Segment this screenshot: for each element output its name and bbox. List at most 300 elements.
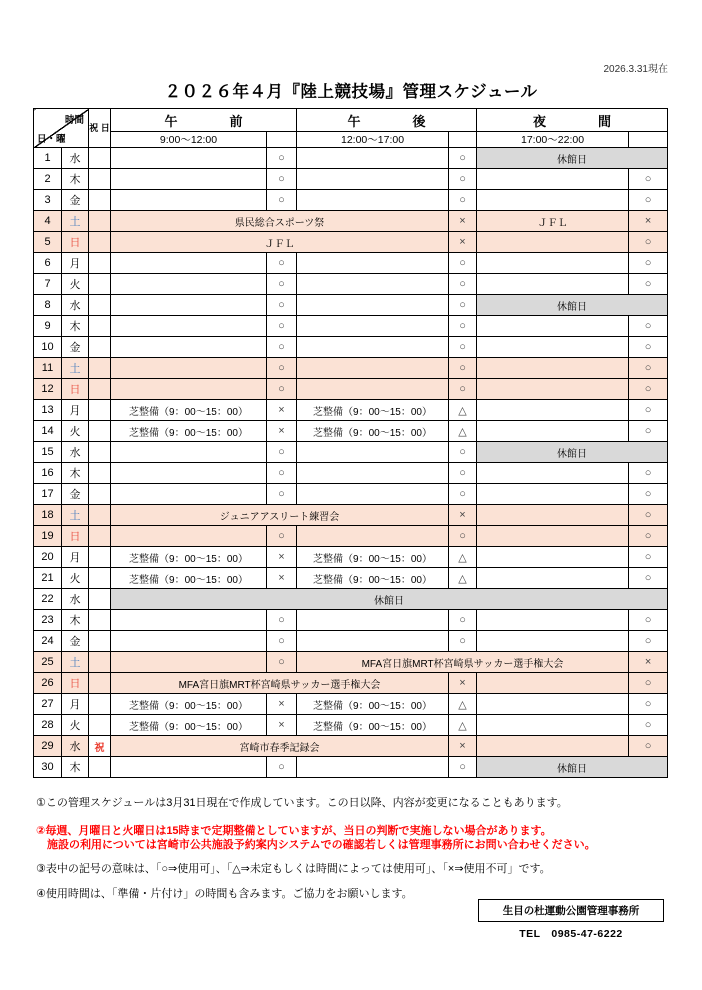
holiday-flag [89, 253, 111, 274]
availability-mark: ○ [629, 400, 668, 421]
schedule-cell: 芝整備（9：00～15：00） [297, 400, 449, 421]
availability-mark: ○ [449, 631, 477, 652]
table-row [34, 715, 668, 736]
schedule-cell: ジュニアアスリート練習会 [111, 505, 449, 526]
day-number: 17 [34, 484, 62, 505]
weekday: 月 [62, 400, 89, 421]
schedule-cell [297, 169, 449, 190]
day-number: 2 [34, 169, 62, 190]
schedule-cell: 芝整備（9：00～15：00） [111, 694, 267, 715]
availability-mark: ○ [449, 337, 477, 358]
table-row [34, 190, 668, 211]
schedule-cell [297, 526, 449, 547]
availability-mark: △ [449, 400, 477, 421]
holiday-flag [89, 505, 111, 526]
day-number: 11 [34, 358, 62, 379]
holiday-flag [89, 715, 111, 736]
schedule-cell [111, 484, 267, 505]
holiday-flag [89, 673, 111, 694]
availability-mark: ○ [629, 274, 668, 295]
availability-mark: ○ [629, 526, 668, 547]
availability-mark: ○ [267, 169, 297, 190]
availability-mark: × [449, 505, 477, 526]
day-number: 14 [34, 421, 62, 442]
availability-mark: ○ [629, 568, 668, 589]
weekday: 金 [62, 337, 89, 358]
availability-mark: ○ [267, 484, 297, 505]
notes-section [36, 797, 670, 902]
table-row [34, 274, 668, 295]
holiday-flag [89, 358, 111, 379]
table-row [34, 400, 668, 421]
schedule-cell [297, 757, 449, 778]
schedule-cell [111, 757, 267, 778]
table-row [34, 463, 668, 484]
schedule-cell [297, 631, 449, 652]
weekday: 木 [62, 316, 89, 337]
availability-mark: △ [449, 547, 477, 568]
availability-mark: ○ [267, 757, 297, 778]
schedule-cell [297, 337, 449, 358]
schedule-cell [477, 253, 629, 274]
page-title: ２０２６年４月『陸上競技場』管理スケジュール [164, 83, 538, 101]
day-number: 21 [34, 568, 62, 589]
weekday: 日 [62, 232, 89, 253]
schedule-cell [477, 316, 629, 337]
availability-mark: ○ [629, 715, 668, 736]
holiday-flag [89, 169, 111, 190]
availability-mark: ○ [267, 610, 297, 631]
table-row [34, 379, 668, 400]
holiday-flag [89, 211, 111, 232]
availability-mark: ○ [267, 274, 297, 295]
availability-mark: ○ [267, 148, 297, 169]
weekday: 月 [62, 547, 89, 568]
table-row [34, 169, 668, 190]
availability-mark: × [449, 211, 477, 232]
schedule-cell: 芝整備（9：00～15：00） [297, 715, 449, 736]
availability-mark: ○ [267, 463, 297, 484]
availability-mark: ○ [629, 190, 668, 211]
availability-mark: ○ [449, 610, 477, 631]
holiday-flag [89, 442, 111, 463]
availability-mark: × [267, 568, 297, 589]
availability-mark: ○ [449, 295, 477, 316]
availability-mark: ○ [629, 610, 668, 631]
schedule-cell [477, 694, 629, 715]
table-row [34, 442, 668, 463]
schedule-cell [477, 484, 629, 505]
availability-mark: ○ [449, 253, 477, 274]
closed-cell: 休館日 [477, 295, 668, 316]
schedule-cell: 芝整備（9：00～15：00） [111, 400, 267, 421]
note-4: ④使用時間は、「準備・片付け」の時間も含みます。ご協力をお願いします。 [36, 888, 413, 900]
holiday-flag [89, 148, 111, 169]
table-row [34, 757, 668, 778]
weekday: 木 [62, 463, 89, 484]
availability-mark: ○ [267, 526, 297, 547]
schedule-cell [297, 295, 449, 316]
availability-mark: ○ [267, 631, 297, 652]
office-name-box: 生目の杜運動公園管理事務所 [478, 899, 664, 922]
availability-mark: ○ [629, 379, 668, 400]
schedule-cell [111, 463, 267, 484]
schedule-cell [297, 190, 449, 211]
schedule-cell [477, 400, 629, 421]
holiday-flag: 祝 [89, 736, 111, 757]
schedule-cell: 芝整備（9：00～15：00） [111, 421, 267, 442]
schedule-cell [477, 463, 629, 484]
time-range-morning: 9:00～12:00 [111, 132, 267, 148]
weekday: 火 [62, 568, 89, 589]
schedule-cell [111, 169, 267, 190]
schedule-cell: 県民総合スポーツ祭 [111, 211, 449, 232]
section-header-night: 夜 間 [477, 109, 668, 132]
holiday-flag [89, 694, 111, 715]
availability-mark: × [267, 715, 297, 736]
schedule-cell: MFA宮日旗MRT杯宮崎県サッカー選手権大会 [297, 652, 629, 673]
holiday-flag [89, 547, 111, 568]
schedule-cell: ＪＦＬ [477, 211, 629, 232]
office-info [478, 899, 664, 941]
schedule-cell [111, 190, 267, 211]
corner-header [34, 109, 89, 148]
availability-mark: ○ [629, 736, 668, 757]
availability-mark: ○ [629, 547, 668, 568]
availability-mark: ○ [449, 379, 477, 400]
holiday-flag [89, 274, 111, 295]
schedule-cell [111, 526, 267, 547]
schedule-cell: 芝整備（9：00～15：00） [111, 715, 267, 736]
availability-mark: × [629, 652, 668, 673]
table-row [34, 652, 668, 673]
availability-mark: × [267, 421, 297, 442]
day-number: 18 [34, 505, 62, 526]
availability-mark: ○ [267, 652, 297, 673]
schedule-cell [477, 736, 629, 757]
day-number: 26 [34, 673, 62, 694]
holiday-column-header: 祝 日 [89, 109, 111, 148]
weekday: 日 [62, 379, 89, 400]
availability-mark: × [449, 736, 477, 757]
schedule-cell [297, 379, 449, 400]
as-of-date: 2026.3.31現在 [603, 64, 668, 75]
availability-mark: × [267, 400, 297, 421]
schedule-cell [111, 610, 267, 631]
schedule-cell [297, 463, 449, 484]
day-number: 22 [34, 589, 62, 610]
day-number: 23 [34, 610, 62, 631]
availability-mark: ○ [267, 337, 297, 358]
availability-mark: ○ [449, 148, 477, 169]
schedule-cell [477, 547, 629, 568]
holiday-flag [89, 295, 111, 316]
weekday: 水 [62, 589, 89, 610]
table-row [34, 337, 668, 358]
availability-mark: ○ [449, 169, 477, 190]
day-number: 20 [34, 547, 62, 568]
day-number: 24 [34, 631, 62, 652]
time-axis-label: 時間 [64, 115, 84, 126]
table-row [34, 631, 668, 652]
table-row [34, 694, 668, 715]
availability-mark: ○ [629, 316, 668, 337]
holiday-flag [89, 400, 111, 421]
mark-column-header [449, 132, 477, 148]
day-number: 12 [34, 379, 62, 400]
holiday-flag [89, 484, 111, 505]
availability-mark: ○ [267, 295, 297, 316]
schedule-cell [477, 190, 629, 211]
schedule-cell [111, 442, 267, 463]
schedule-cell [477, 610, 629, 631]
weekday: 木 [62, 169, 89, 190]
availability-mark: ○ [629, 673, 668, 694]
schedule-cell: 芝整備（9：00～15：00） [297, 547, 449, 568]
availability-mark: ○ [449, 316, 477, 337]
schedule-cell [477, 568, 629, 589]
schedule-cell [297, 442, 449, 463]
schedule-cell [297, 316, 449, 337]
availability-mark: ○ [629, 421, 668, 442]
schedule-cell [477, 232, 629, 253]
schedule-cell [477, 421, 629, 442]
schedule-cell [297, 274, 449, 295]
day-number: 7 [34, 274, 62, 295]
availability-mark: ○ [449, 274, 477, 295]
table-row [34, 232, 668, 253]
availability-mark: × [267, 694, 297, 715]
mark-column-header [629, 132, 668, 148]
day-number: 30 [34, 757, 62, 778]
schedule-cell: 芝整備（9：00～15：00） [297, 568, 449, 589]
day-number: 1 [34, 148, 62, 169]
availability-mark: △ [449, 715, 477, 736]
schedule-cell: 芝整備（9：00～15：00） [111, 547, 267, 568]
day-number: 5 [34, 232, 62, 253]
availability-mark: ○ [629, 631, 668, 652]
table-row [34, 421, 668, 442]
weekday: 水 [62, 148, 89, 169]
schedule-cell [477, 358, 629, 379]
holiday-flag [89, 316, 111, 337]
section-header-morning: 午 前 [111, 109, 297, 132]
day-number: 15 [34, 442, 62, 463]
schedule-cell [111, 652, 267, 673]
schedule-cell [297, 484, 449, 505]
table-row [34, 547, 668, 568]
table-row [34, 358, 668, 379]
day-number: 27 [34, 694, 62, 715]
schedule-cell [111, 253, 267, 274]
table-row [34, 295, 668, 316]
schedule-cell [111, 631, 267, 652]
availability-mark: ○ [629, 169, 668, 190]
weekday: 水 [62, 295, 89, 316]
weekday: 水 [62, 736, 89, 757]
day-number: 10 [34, 337, 62, 358]
holiday-flag [89, 379, 111, 400]
holiday-flag [89, 526, 111, 547]
availability-mark: ○ [267, 442, 297, 463]
day-number: 6 [34, 253, 62, 274]
weekday: 木 [62, 757, 89, 778]
schedule-cell [477, 169, 629, 190]
holiday-flag [89, 463, 111, 484]
availability-mark: ○ [449, 190, 477, 211]
closed-cell: 休館日 [477, 148, 668, 169]
holiday-flag [89, 421, 111, 442]
schedule-cell [111, 148, 267, 169]
table-row [34, 484, 668, 505]
time-range-night: 17:00～22:00 [477, 132, 629, 148]
schedule-cell [297, 358, 449, 379]
weekday: 金 [62, 190, 89, 211]
day-number: 9 [34, 316, 62, 337]
schedule-table [33, 108, 668, 778]
schedule-cell [477, 631, 629, 652]
day-number: 25 [34, 652, 62, 673]
availability-mark: × [267, 547, 297, 568]
day-axis-label: 日・曜 [37, 134, 66, 145]
availability-mark: ○ [629, 694, 668, 715]
schedule-body [34, 148, 668, 778]
holiday-flag [89, 610, 111, 631]
schedule-cell: MFA宮日旗MRT杯宮崎県サッカー選手権大会 [111, 673, 449, 694]
table-row [34, 526, 668, 547]
note-2-line-1: ②毎週、月曜日と火曜日は15時まで定期整備としていますが、当日の判断で実施しない場合があります。 [36, 824, 552, 837]
availability-mark: ○ [629, 484, 668, 505]
availability-mark: ○ [449, 358, 477, 379]
availability-mark: ○ [629, 337, 668, 358]
weekday: 日 [62, 526, 89, 547]
holiday-flag [89, 631, 111, 652]
weekday: 木 [62, 610, 89, 631]
schedule-cell [477, 715, 629, 736]
schedule-cell [111, 274, 267, 295]
availability-mark: × [449, 232, 477, 253]
availability-mark: △ [449, 568, 477, 589]
table-row [34, 736, 668, 757]
availability-mark: ○ [449, 526, 477, 547]
schedule-cell [477, 673, 629, 694]
weekday: 月 [62, 694, 89, 715]
holiday-flag [89, 337, 111, 358]
availability-mark: ○ [629, 253, 668, 274]
weekday: 月 [62, 253, 89, 274]
closed-cell: 休館日 [477, 442, 668, 463]
weekday: 日 [62, 673, 89, 694]
weekday: 金 [62, 484, 89, 505]
table-row [34, 316, 668, 337]
weekday: 金 [62, 631, 89, 652]
schedule-cell: 芝整備（9：00～15：00） [297, 694, 449, 715]
note-2-line-2: 施設の利用については宮崎市公共施設予約案内システムでの確認若しくは管理事務所にお問い合わせください。 [36, 839, 596, 851]
availability-mark: ○ [629, 358, 668, 379]
weekday: 火 [62, 421, 89, 442]
availability-mark: ○ [449, 463, 477, 484]
holiday-flag [89, 589, 111, 610]
availability-mark: ○ [267, 379, 297, 400]
closed-cell: 休館日 [111, 589, 668, 610]
schedule-cell [477, 526, 629, 547]
holiday-flag [89, 757, 111, 778]
weekday: 土 [62, 358, 89, 379]
weekday: 火 [62, 715, 89, 736]
weekday: 土 [62, 505, 89, 526]
schedule-cell: 芝整備（9：00～15：00） [297, 421, 449, 442]
time-range-afternoon: 12:00～17:00 [297, 132, 449, 148]
availability-mark: ○ [629, 232, 668, 253]
day-number: 4 [34, 211, 62, 232]
schedule-cell [477, 274, 629, 295]
availability-mark: ○ [449, 757, 477, 778]
weekday: 水 [62, 442, 89, 463]
day-number: 19 [34, 526, 62, 547]
table-row [34, 673, 668, 694]
weekday: 土 [62, 211, 89, 232]
availability-mark: ○ [449, 484, 477, 505]
day-number: 3 [34, 190, 62, 211]
availability-mark: ○ [629, 463, 668, 484]
table-row [34, 505, 668, 526]
schedule-cell [111, 295, 267, 316]
closed-cell: 休館日 [477, 757, 668, 778]
day-number: 16 [34, 463, 62, 484]
schedule-cell: 宮崎市春季記録会 [111, 736, 449, 757]
schedule-cell [111, 379, 267, 400]
table-row [34, 610, 668, 631]
table-row [34, 568, 668, 589]
schedule-cell [477, 337, 629, 358]
availability-mark: △ [449, 694, 477, 715]
availability-mark: ○ [267, 253, 297, 274]
note-1: ①この管理スケジュールは3月31日現在で作成しています。この日以降、内容が変更になることもあります。 [36, 797, 568, 809]
office-tel: TEL 0985-47-6222 [519, 928, 623, 940]
schedule-cell [111, 316, 267, 337]
holiday-flag [89, 190, 111, 211]
holiday-flag [89, 232, 111, 253]
availability-mark: ○ [629, 505, 668, 526]
table-row [34, 148, 668, 169]
holiday-flag [89, 652, 111, 673]
availability-mark: ○ [267, 358, 297, 379]
schedule-cell [297, 253, 449, 274]
note-3: ③表中の記号の意味は、「○⇒使用可」、「△⇒未定もしくは時間によっては使用可」、「×⇒使用不可」です。 [36, 862, 551, 875]
availability-mark: ○ [267, 190, 297, 211]
schedule-cell [297, 148, 449, 169]
section-header-afternoon: 午 後 [297, 109, 477, 132]
availability-mark: △ [449, 421, 477, 442]
availability-mark: × [449, 673, 477, 694]
weekday: 火 [62, 274, 89, 295]
schedule-cell [111, 337, 267, 358]
day-number: 13 [34, 400, 62, 421]
schedule-cell [111, 358, 267, 379]
table-row [34, 211, 668, 232]
mark-column-header [267, 132, 297, 148]
schedule-cell: ＪＦＬ [111, 232, 449, 253]
holiday-flag [89, 568, 111, 589]
table-row [34, 589, 668, 610]
schedule-cell [297, 610, 449, 631]
availability-mark: ○ [267, 316, 297, 337]
availability-mark: × [629, 211, 668, 232]
day-number: 29 [34, 736, 62, 757]
day-number: 28 [34, 715, 62, 736]
schedule-cell [477, 379, 629, 400]
weekday: 土 [62, 652, 89, 673]
